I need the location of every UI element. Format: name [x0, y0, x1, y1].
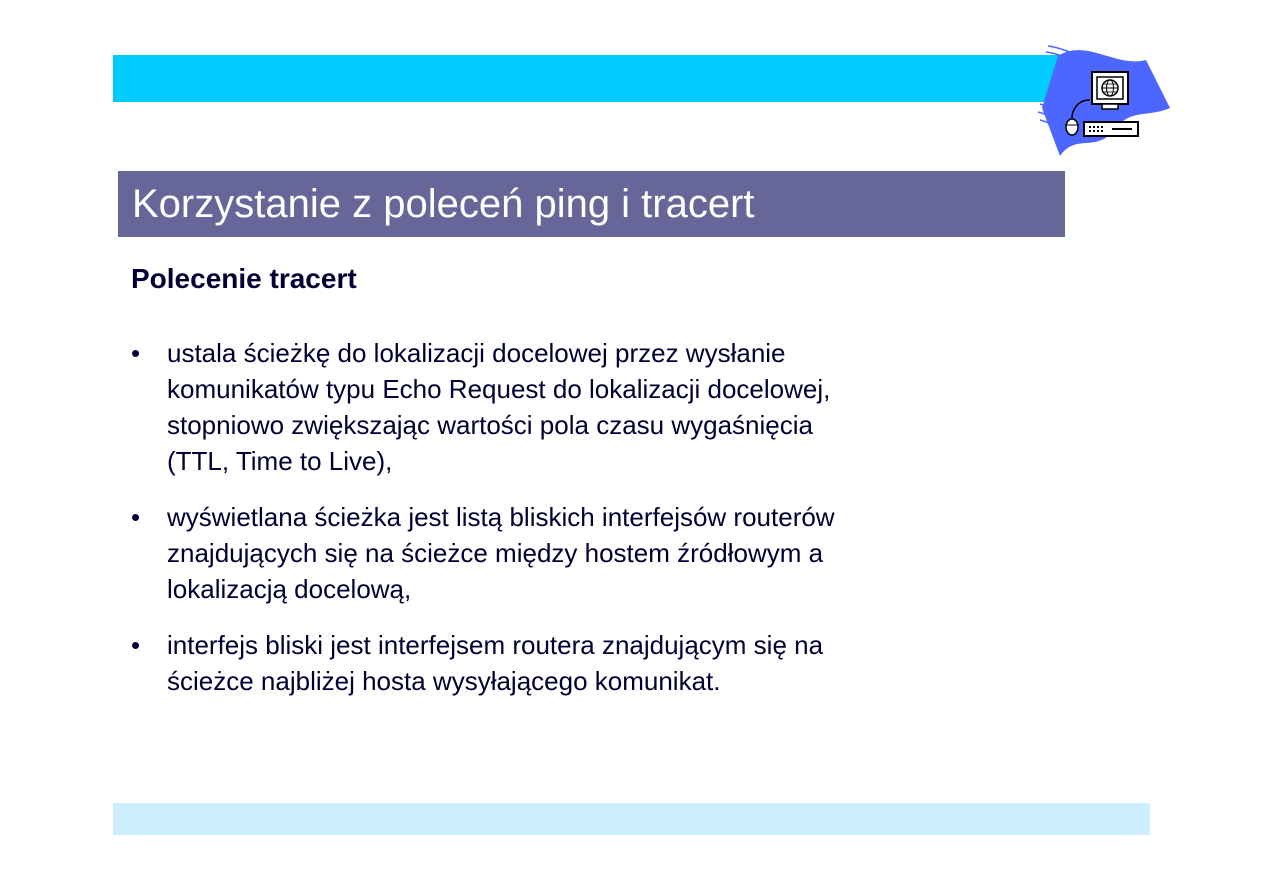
bullet-line: znajdujących się na ścieżce między hostem źródłowym a [167, 538, 824, 568]
bullet-marker: • [131, 338, 141, 368]
top-accent-bar [113, 55, 1065, 102]
bullet-line: lokalizacją docelową, [167, 574, 412, 604]
bullet-line: wyświetlana ścieżka jest listą bliskich interfejsów routerów [167, 502, 835, 532]
bullet-marker: • [131, 630, 141, 660]
bullet-text [167, 335, 1047, 479]
bullet-line: ustala ścieżkę do lokalizacji docelowej przez wysłanie [167, 338, 786, 368]
bullet-line: (TTL, Time to Live), [167, 446, 393, 476]
title-band [118, 171, 1065, 237]
bullet-line: ścieżce najbliżej hosta wysyłającego komunikat. [167, 666, 721, 696]
computer-globe-icon [1036, 38, 1172, 164]
bottom-accent-bar [113, 803, 1150, 835]
bullet-text [167, 627, 1047, 699]
bullet-line: stopniowo zwiększając wartości pola czasu wygaśnięcia [167, 410, 813, 440]
bullet-line: interfejs bliski jest interfejsem routera znajdującym się na [167, 630, 824, 660]
bullet-text [167, 499, 1047, 607]
bullet-marker: • [131, 502, 141, 532]
bullet-line: komunikatów typu Echo Request do lokalizacji docelowej, [167, 374, 831, 404]
slide-title: Korzystanie z poleceń ping i tracert [132, 182, 755, 226]
slide-subtitle: Polecenie tracert [131, 263, 357, 294]
